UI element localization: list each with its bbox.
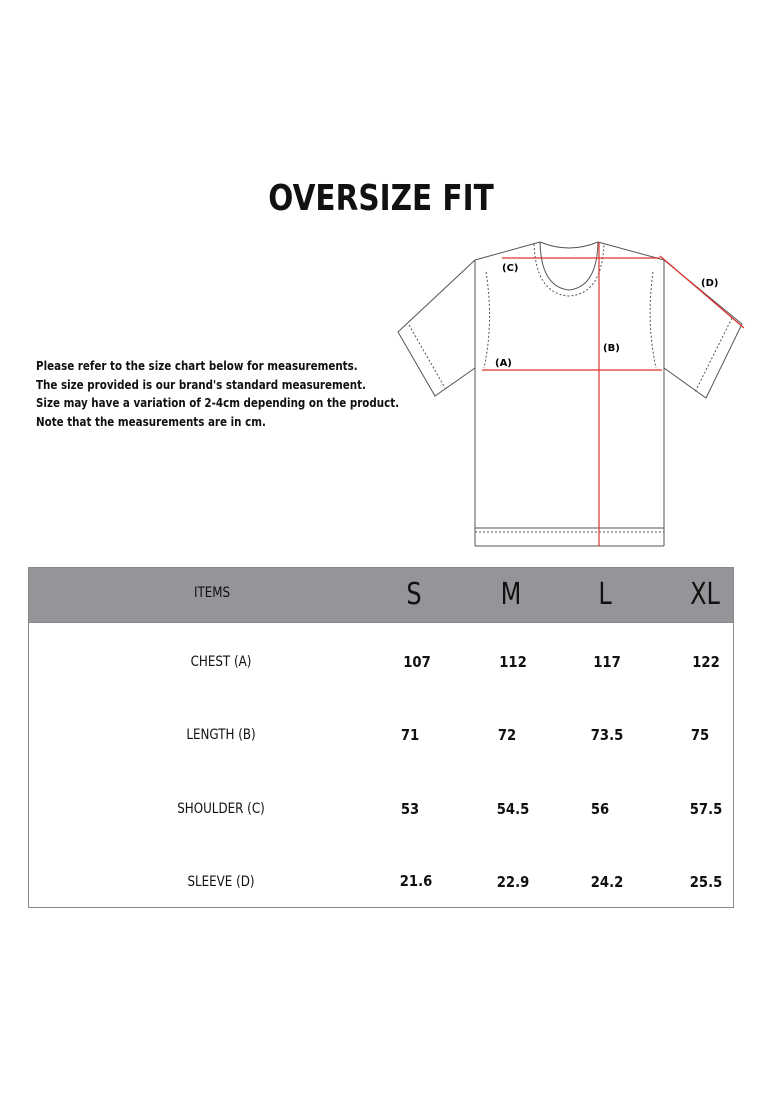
size-chart-table (28, 567, 734, 908)
label-b: (B) (603, 343, 620, 354)
tshirt-diagram (390, 232, 760, 552)
row-label-length: LENGTH (B) (186, 727, 256, 743)
table-cell: 22.9 (496, 873, 530, 891)
table-cell: 56 (590, 800, 610, 818)
table-cell: 53 (400, 800, 420, 818)
table-cell: 24.2 (590, 873, 624, 891)
note-line: Note that the measurements are in cm. (36, 414, 266, 429)
note-line: The size provided is our brand's standard measurement. (36, 377, 366, 392)
label-a: (A) (495, 358, 512, 369)
row-label-shoulder: SHOULDER (C) (177, 801, 265, 817)
header-size-xl: XL (690, 577, 720, 612)
table-cell: 54.5 (496, 800, 530, 818)
table-cell: 25.5 (689, 873, 723, 891)
tshirt-outline-graphic (390, 232, 760, 552)
table-cell: 107 (403, 653, 431, 671)
table-cell: 71 (400, 726, 420, 744)
table-cell: 73.5 (590, 726, 624, 744)
note-line: Please refer to the size chart below for measurements. (36, 359, 358, 373)
table-cell: 122 (692, 653, 720, 671)
table-header (29, 568, 733, 623)
label-c: (C) (502, 263, 519, 274)
note-line: Size may have a variation of 2-4cm depending on the product. (36, 396, 400, 410)
page-title: OVERSIZE FIT (268, 178, 494, 219)
table-cell: 117 (593, 653, 621, 671)
table-cell: 72 (497, 726, 517, 744)
table-cell: 112 (499, 653, 527, 671)
table-cell: 21.6 (399, 872, 433, 890)
header-size-l: L (598, 577, 612, 612)
row-label-sleeve: SLEEVE (D) (187, 874, 255, 890)
label-d: (D) (701, 278, 719, 289)
table-cell: 75 (690, 726, 710, 744)
row-label-chest: CHEST (A) (190, 654, 252, 670)
table-cell: 57.5 (689, 800, 723, 818)
header-size-m: M (500, 577, 522, 612)
size-notes (36, 357, 400, 431)
header-size-s: S (406, 577, 422, 612)
header-items: ITEMS (193, 585, 231, 601)
